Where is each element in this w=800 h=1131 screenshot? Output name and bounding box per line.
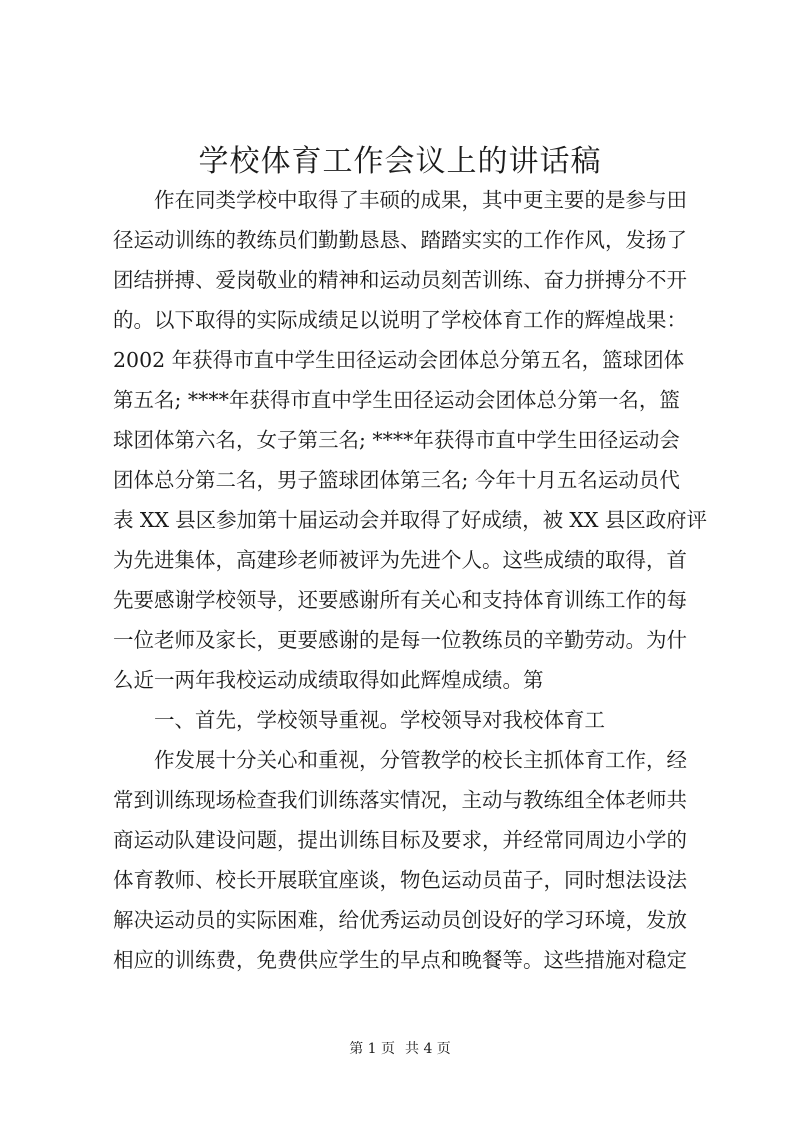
text-line: 径运动训练的教练员们勤勤恳恳、踏踏实实的工作作风，发扬了 (113, 228, 687, 252)
text-line: 解决运动员的实际困难，给优秀运动员创设好的学习环境，发放 (113, 908, 687, 932)
text-line: 一位老师及家长，更要感谢的是每一位教练员的辛勤劳动。为什 (113, 628, 687, 652)
text-line: 为先进集体，高建珍老师被评为先进个人。这些成绩的取得，首 (113, 548, 687, 572)
text-line: 作在同类学校中取得了丰硕的成果，其中更主要的是参与田 (154, 188, 687, 212)
text-line: 的。以下取得的实际成绩足以说明了学校体育工作的辉煌战果： (113, 308, 687, 332)
text-line: 作发展十分关心和重视，分管教学的校长主抓体育工作，经 (154, 748, 687, 772)
document-body (113, 180, 707, 980)
text-line: 常到训练现场检查我们训练落实情况，主动与教练组全体老师共 (113, 788, 687, 812)
text-line: 球团体第六名，女子第三名; ****年获得市直中学生田径运动会 (113, 428, 680, 452)
document-title: 学校体育工作会议上的讲话稿 (198, 144, 602, 179)
page-number: 第 1 页 (349, 1041, 395, 1057)
section-heading-line: 一、首先，学校领导重视。学校领导对我校体育工 (154, 708, 605, 732)
page-footer (0, 1038, 800, 1060)
text-line: 团体总分第二名，男子篮球团体第三名; 今年十月五名运动员代 (113, 468, 680, 492)
text-line: 么近一两年我校运动成绩取得如此辉煌成绩。第 (113, 668, 544, 692)
paragraph (113, 180, 707, 700)
text-line: 相应的训练费，免费供应学生的早点和晚餐等。这些措施对稳定 (113, 948, 687, 972)
text-line: 2002 年获得市直中学生田径运动会团体总分第五名，篮球团体 (113, 348, 685, 372)
paragraph-heading (113, 700, 707, 740)
text-line: 商运动队建设问题，提出训练目标及要求，并经常同周边小学的 (113, 828, 687, 852)
text-line: 表 XX 县区参加第十届运动会并取得了好成绩，被 XX 县区政府评 (113, 508, 707, 532)
text-line: 先要感谢学校领导，还要感谢所有关心和支持体育训练工作的每 (113, 588, 687, 612)
text-line: 团结拼搏、爱岗敬业的精神和运动员刻苦训练、奋力拼搏分不开 (113, 268, 687, 292)
text-line: 第五名; ****年获得市直中学生田径运动会团体总分第一名，篮 (113, 388, 680, 412)
paragraph (113, 740, 707, 980)
page-total: 共 4 页 (405, 1041, 451, 1057)
text-line: 体育教师、校长开展联宜座谈，物色运动员苗子，同时想法设法 (113, 868, 687, 892)
